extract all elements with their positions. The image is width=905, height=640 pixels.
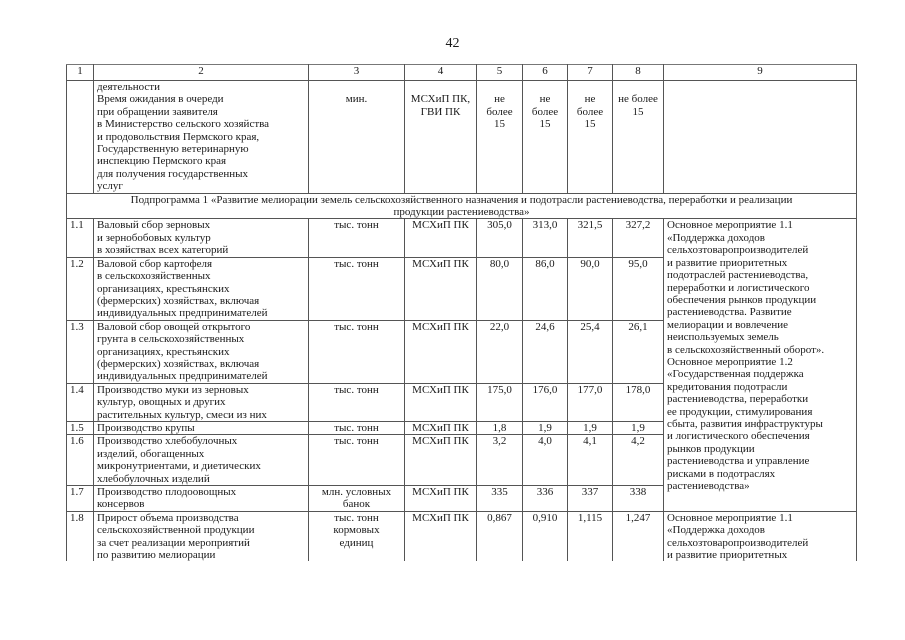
value-cell: 1,247	[613, 511, 664, 561]
unit-cell	[309, 320, 405, 383]
row-number: 1.6	[67, 435, 94, 486]
indicator-name	[94, 219, 309, 257]
executor-cell: МСХиП ПК	[405, 257, 477, 320]
value-cell: 1,9	[523, 421, 568, 434]
value-cell: 4,0	[523, 435, 568, 486]
text-line: не	[494, 93, 505, 106]
row-number: 1.2	[67, 257, 94, 320]
value-cell: 80,0	[477, 257, 523, 320]
text-line: рисками в подотраслях	[667, 467, 776, 480]
unit-cell	[309, 257, 405, 320]
unit-cell	[309, 511, 405, 561]
text-line: сельхозтоваропроизводителей	[667, 536, 809, 549]
value-cell: 321,5	[568, 219, 613, 257]
value-cell: 337	[568, 486, 613, 512]
text-line: Производство муки из зерновых	[97, 383, 249, 396]
value-cell: 95,0	[613, 257, 664, 320]
text-line: организациях, крестьянских	[97, 345, 230, 358]
text-line: услуг	[97, 180, 123, 193]
indicator-name	[94, 383, 309, 421]
text-line: Производство плодоовощных	[97, 486, 237, 498]
table-row	[67, 81, 857, 194]
text-line: сельскохозяйственной продукции	[97, 524, 255, 537]
text-line: растениеводства. Развитие	[667, 306, 792, 319]
unit-cell	[309, 486, 405, 512]
text-line: рынков продукции	[667, 442, 755, 455]
indicator-name	[94, 257, 309, 320]
unit-cell	[309, 435, 405, 486]
indicator-name	[94, 421, 309, 434]
value-cell	[568, 81, 613, 194]
text-line: МСХиП ПК,	[410, 93, 471, 106]
text-line: (фермерских) хозяйствах, включая	[97, 294, 260, 307]
text-line: 15	[632, 105, 644, 118]
text-line: мелиорации и вовлечение	[667, 318, 788, 331]
header-cell: 5	[477, 65, 523, 81]
measures-cell	[664, 219, 857, 511]
text-line: неиспользуемых земель	[667, 331, 779, 344]
header-cell: 1	[67, 65, 94, 81]
text-line: Прирост объема производства	[97, 511, 239, 524]
text-line: растениеводства и управление	[667, 455, 810, 468]
text-line: продукции растениеводства»	[393, 206, 530, 219]
value-cell: 86,0	[523, 257, 568, 320]
value-cell: 336	[523, 486, 568, 512]
text-line: культур, овощных и других	[97, 396, 226, 409]
text-line: Время ожидания в очереди	[97, 93, 224, 106]
text-line: единиц	[339, 536, 374, 549]
text-line: индивидуальных предпринимателей	[97, 307, 268, 320]
executor-cell: МСХиП ПК	[405, 421, 477, 434]
header-cell: 8	[613, 65, 664, 81]
value-cell: 0,910	[523, 511, 568, 561]
text-line: Валовый сбор зерновых	[97, 219, 211, 232]
text-line: 15	[584, 118, 596, 131]
text-line: организациях, крестьянских	[97, 282, 230, 295]
text-line: Государственную ветеринарную	[97, 143, 249, 156]
text-line: микронутриентами, и диетических	[97, 460, 261, 473]
text-line: за счет реализации мероприятий	[97, 536, 250, 549]
value-cell: 335	[477, 486, 523, 512]
value-cell: 176,0	[523, 383, 568, 421]
header-cell: 2	[94, 65, 309, 81]
indicator-lines	[97, 93, 305, 192]
value-cell: 327,2	[613, 219, 664, 257]
value-cell: 0,867	[477, 511, 523, 561]
header-row	[67, 65, 857, 81]
text-line: млн. условных	[321, 486, 392, 498]
text-line: тыс. тонн	[334, 511, 379, 524]
text-line: тыс. тонн	[334, 257, 379, 270]
value-cell: 1,115	[568, 511, 613, 561]
value-cell	[523, 81, 568, 194]
text-line: при обращении заявителя	[97, 105, 218, 118]
executor-cell	[405, 81, 477, 194]
text-line: Основное мероприятие 1.1	[667, 219, 793, 232]
text-line: растениеводства, переработки	[667, 393, 809, 406]
indicator-name	[94, 81, 309, 194]
text-line: и зернобобовых культур	[97, 231, 211, 244]
text-line: обеспечения рынков продукции	[667, 293, 817, 306]
text-line: по развитию мелиорации	[97, 549, 216, 562]
text-line: тыс. тонн	[334, 421, 379, 434]
value-cell: 313,0	[523, 219, 568, 257]
text-line: индивидуальных предпринимателей	[97, 370, 268, 383]
subprogram-title	[67, 193, 857, 219]
text-line: банок	[342, 498, 371, 511]
header-cell: 3	[309, 65, 405, 81]
value-cell: 26,1	[613, 320, 664, 383]
text-line: в хозяйствах всех категорий	[97, 244, 229, 257]
text-line: Производство крупы	[97, 421, 195, 434]
value-cell	[613, 81, 664, 194]
text-line: тыс. тонн	[334, 383, 379, 396]
text-line: Валовой сбор овощей открытого	[97, 320, 251, 333]
text-line: «Поддержка доходов	[667, 231, 765, 244]
text-line: более	[531, 105, 559, 118]
row-number: 1.7	[67, 486, 94, 512]
indicator-text: деятельности	[97, 81, 160, 93]
value-cell	[477, 81, 523, 194]
text-line: в сельскохозяйственных	[97, 270, 211, 283]
row-number: 1.5	[67, 421, 94, 434]
text-line: Производство хлебобулочных	[97, 435, 238, 448]
indicator-name	[94, 435, 309, 486]
executor-cell: МСХиП ПК	[405, 320, 477, 383]
value-cell: 4,1	[568, 435, 613, 486]
executor-cell: МСХиП ПК	[405, 435, 477, 486]
text-line: «Поддержка доходов	[667, 524, 765, 537]
value-cell: 4,2	[613, 435, 664, 486]
executor-cell: МСХиП ПК	[405, 486, 477, 512]
value-cell: 1,9	[613, 421, 664, 434]
value-cell: 3,2	[477, 435, 523, 486]
text-line: ГВИ ПК	[420, 105, 461, 118]
row-number: 1.3	[67, 320, 94, 383]
text-line: не более	[618, 93, 658, 106]
value-cell: 22,0	[477, 320, 523, 383]
row-number: 1.4	[67, 383, 94, 421]
value-cell: 175,0	[477, 383, 523, 421]
executor-cell: МСХиП ПК	[405, 219, 477, 257]
text-line: сельхозтоваропроизводителей	[667, 244, 809, 257]
header-cell: 6	[523, 65, 568, 81]
text-line: изделий, обогащенных	[97, 447, 205, 460]
text-line: (фермерских) хозяйствах, включая	[97, 357, 260, 370]
unit-cell	[309, 219, 405, 257]
page-number: 42	[445, 36, 460, 51]
subprogram-row	[67, 193, 857, 219]
text-line: «Государственная поддержка	[667, 368, 804, 381]
text-line: хлебобулочных изделий	[97, 472, 210, 485]
measures-cell	[664, 511, 857, 561]
indicator-name	[94, 511, 309, 561]
text-line: инспекцию Пермского края	[97, 155, 227, 168]
text-line: растениеводства»	[667, 480, 750, 492]
header-cell: 9	[664, 65, 857, 81]
text-line: кредитования подотрасли	[667, 380, 788, 393]
value-cell: 1,9	[568, 421, 613, 434]
indicators-table	[66, 64, 857, 561]
text-line: сбыта, развития инфраструктуры	[667, 417, 823, 430]
header-cell: 4	[405, 65, 477, 81]
text-line: консервов	[97, 498, 145, 511]
header-cell: 7	[568, 65, 613, 81]
row-number: 1.1	[67, 219, 94, 257]
table-row	[67, 511, 857, 561]
value-cell: 1,8	[477, 421, 523, 434]
text-line: не	[584, 93, 596, 106]
value-cell: 178,0	[613, 383, 664, 421]
text-line: тыс. тонн	[334, 219, 379, 232]
text-line: 15	[494, 118, 505, 131]
text-line: тыс. тонн	[334, 320, 379, 333]
text-line: более	[576, 105, 604, 118]
executor-cell: МСХиП ПК	[405, 383, 477, 421]
text-line: Валовой сбор картофеля	[97, 257, 213, 270]
executor-cell: МСХиП ПК	[405, 511, 477, 561]
text-line: и логистического обеспечения	[667, 430, 810, 443]
value-cell: 25,4	[568, 320, 613, 383]
indicator-name	[94, 320, 309, 383]
unit-cell	[309, 383, 405, 421]
unit-cell	[309, 421, 405, 434]
text-line: для получения государственных	[97, 167, 249, 180]
value-cell: 177,0	[568, 383, 613, 421]
value-cell: 90,0	[568, 257, 613, 320]
text-line: растительных культур, смеси из них	[97, 408, 267, 421]
text-line: не	[539, 93, 551, 106]
unit-cell: мин.	[309, 81, 405, 194]
text-line: и развитие приоритетных	[667, 549, 788, 562]
text-line: грунта в сельскохозяйственных	[97, 333, 245, 346]
text-line: переработки и логистического	[667, 281, 810, 294]
indicator-name	[94, 486, 309, 512]
value-cell: 338	[613, 486, 664, 512]
text-line: и развитие приоритетных	[667, 256, 788, 269]
text-line: Подпрограмма 1 «Развитие мелиорации земель сельскохозяйственного назначения и подотрасли растениеводства, переработки и реализации	[130, 193, 793, 206]
text-line: в сельскохозяйственный оборот».	[667, 343, 825, 356]
text-line: в Министерство сельского хозяйства	[97, 118, 270, 131]
table-row	[67, 219, 857, 257]
value-cell: 24,6	[523, 320, 568, 383]
row-number: 1.8	[67, 511, 94, 561]
text-line: кормовых	[333, 524, 380, 537]
text-line: подотраслей растениеводства,	[667, 269, 809, 282]
value-cell: 305,0	[477, 219, 523, 257]
text-line: более	[486, 105, 513, 118]
text-line: тыс. тонн	[334, 435, 379, 448]
text-line: и продовольствия Пермского края,	[97, 130, 260, 143]
text-line: ее продукции, стимулирования	[667, 405, 813, 418]
text-line: 15	[539, 118, 551, 131]
text-line: Основное мероприятие 1.1	[667, 511, 793, 524]
text-line: Основное мероприятие 1.2	[667, 355, 793, 368]
